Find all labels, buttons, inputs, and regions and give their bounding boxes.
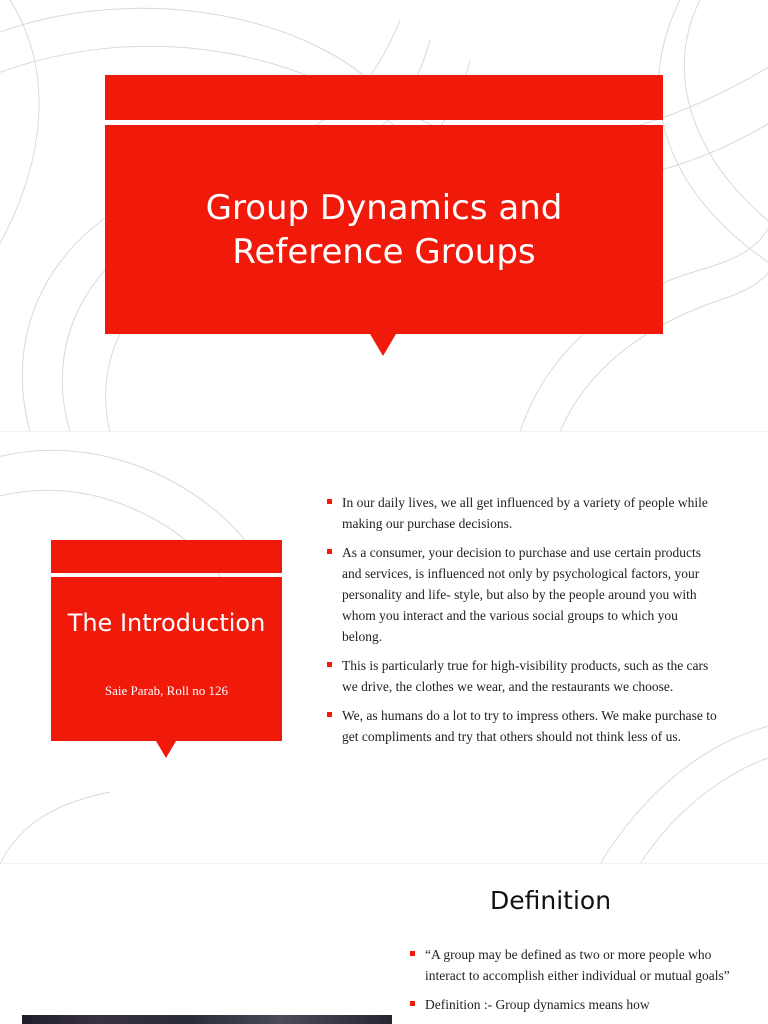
group-photo bbox=[22, 1015, 392, 1024]
slide-title: Group Dynamics and Reference Groups bbox=[205, 187, 563, 272]
bullet-square-icon bbox=[327, 662, 332, 667]
title-box bbox=[105, 125, 663, 334]
intro-title: The Introduction bbox=[67, 609, 266, 637]
bullet-item: Definition :- Group dynamics means how bbox=[410, 994, 755, 1015]
title-slide bbox=[0, 0, 768, 432]
bullet-square-icon bbox=[327, 712, 332, 717]
intro-box bbox=[51, 577, 282, 741]
bullet-item: As a consumer, your decision to purchase and use certain products and services, is influenced not only by psychological factors, your personality and life- style, but also by the people around you with whom you interact and the various social groups to which you belong. bbox=[327, 542, 717, 647]
bullet-item: “A group may be defined as two or more people who interact to accomplish either individual or mutual goals” bbox=[410, 944, 755, 986]
introduction-slide bbox=[0, 432, 768, 864]
definition-slide bbox=[0, 864, 768, 1024]
bullet-square-icon bbox=[410, 951, 415, 956]
intro-band bbox=[51, 540, 282, 573]
intro-bullet-list bbox=[327, 492, 717, 755]
definition-bullet-list bbox=[410, 944, 755, 1023]
definition-title: Definition bbox=[490, 886, 612, 915]
bullet-square-icon bbox=[327, 499, 332, 504]
bullet-item: This is particularly true for high-visibility products, such as the cars we drive, the clothes we wear, and the restaurants we choose. bbox=[327, 655, 717, 697]
bullet-square-icon bbox=[410, 1001, 415, 1006]
intro-pointer bbox=[156, 741, 176, 758]
bullet-square-icon bbox=[327, 549, 332, 554]
title-band bbox=[105, 75, 663, 120]
title-pointer bbox=[370, 334, 396, 356]
intro-subtitle: Saie Parab, Roll no 126 bbox=[104, 683, 229, 698]
bullet-item: In our daily lives, we all get influenced by a variety of people while making our purchase decisions. bbox=[327, 492, 717, 534]
bullet-item: We, as humans do a lot to try to impress others. We make purchase to get compliments and try that others should not think less of us. bbox=[327, 705, 717, 747]
